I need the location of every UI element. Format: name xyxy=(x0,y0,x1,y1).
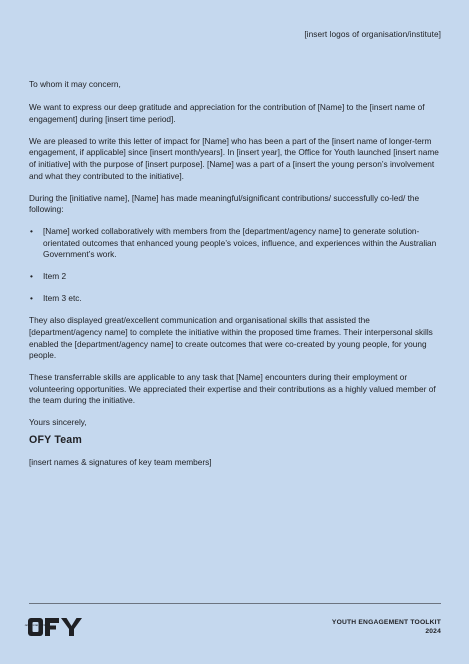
list-item-text: [Name] worked collaboratively with members from the [department/agency name] to generate solution-orientated outcomes that enhanced young people’s voices, influence, and experiences within the Australian Government’s work. xyxy=(43,226,437,260)
paragraph-contributions-intro: During the [initiative name], [Name] has made meaningful/significant contributions/ successfully co-led/ the following: xyxy=(29,192,420,215)
signatory-name: OFY Team xyxy=(29,433,83,446)
bullet-icon: • xyxy=(30,271,33,282)
closing: Yours sincerely, xyxy=(29,417,87,428)
list-item xyxy=(29,293,441,305)
logos-placeholder: [insert logos of organisation/institute] xyxy=(304,29,441,39)
logo-tagline: OFFICE FOR YOUTH xyxy=(24,625,47,627)
toolkit-title: YOUTH ENGAGEMENT TOOLKIT xyxy=(331,619,441,626)
letter-body xyxy=(29,79,441,469)
ofy-logo-icon xyxy=(24,617,84,637)
footer-divider xyxy=(29,603,441,604)
list-item xyxy=(29,271,441,283)
paragraph-gratitude: We want to express our deep gratitude and appreciation for the contribution of [Name] to the [insert name of engagement] during [insert time period]. xyxy=(29,102,425,124)
footer-text xyxy=(332,619,441,636)
paragraph-impact: We are pleased to write this letter of impact for [Name] who has been a part of the [insert name of longer-term engagement, if applicable] since [insert month/years]. In [insert year], the Office for Youth launched [insert name of initiative] with the purpose of [insert purpose]. [Name] was a part of a [insert the young person’s involvement and what they contributed to the initiative]. xyxy=(29,135,439,181)
toolkit-year: 2024 xyxy=(425,627,441,635)
paragraph-skills: They also displayed great/excellent communication and organisational skills that assisted the [department/agency name] to complete the initiative within the proposed time frames. Their interpersonal skills enabled the [department/agency name] to create outcomes that were co-created by young people, for young people. xyxy=(29,315,433,361)
list-item xyxy=(29,226,441,261)
bullet-icon: • xyxy=(30,226,33,237)
salutation: To whom it may concern, xyxy=(29,79,121,89)
paragraph-transferrable: These transferrable skills are applicable to any task that [Name] encounters during their employment or volunteering opportunities. We appreciated their expertise and their contributions as a highly valued member of the team during the initiative. xyxy=(29,372,436,406)
list-item-text: Item 2 xyxy=(43,271,67,282)
bullet-icon: • xyxy=(30,293,33,304)
contributions-list xyxy=(29,226,441,305)
signatures-placeholder: [insert names & signatures of key team members] xyxy=(29,456,212,467)
list-item-text: Item 3 etc. xyxy=(43,293,82,304)
signoff xyxy=(29,417,441,468)
